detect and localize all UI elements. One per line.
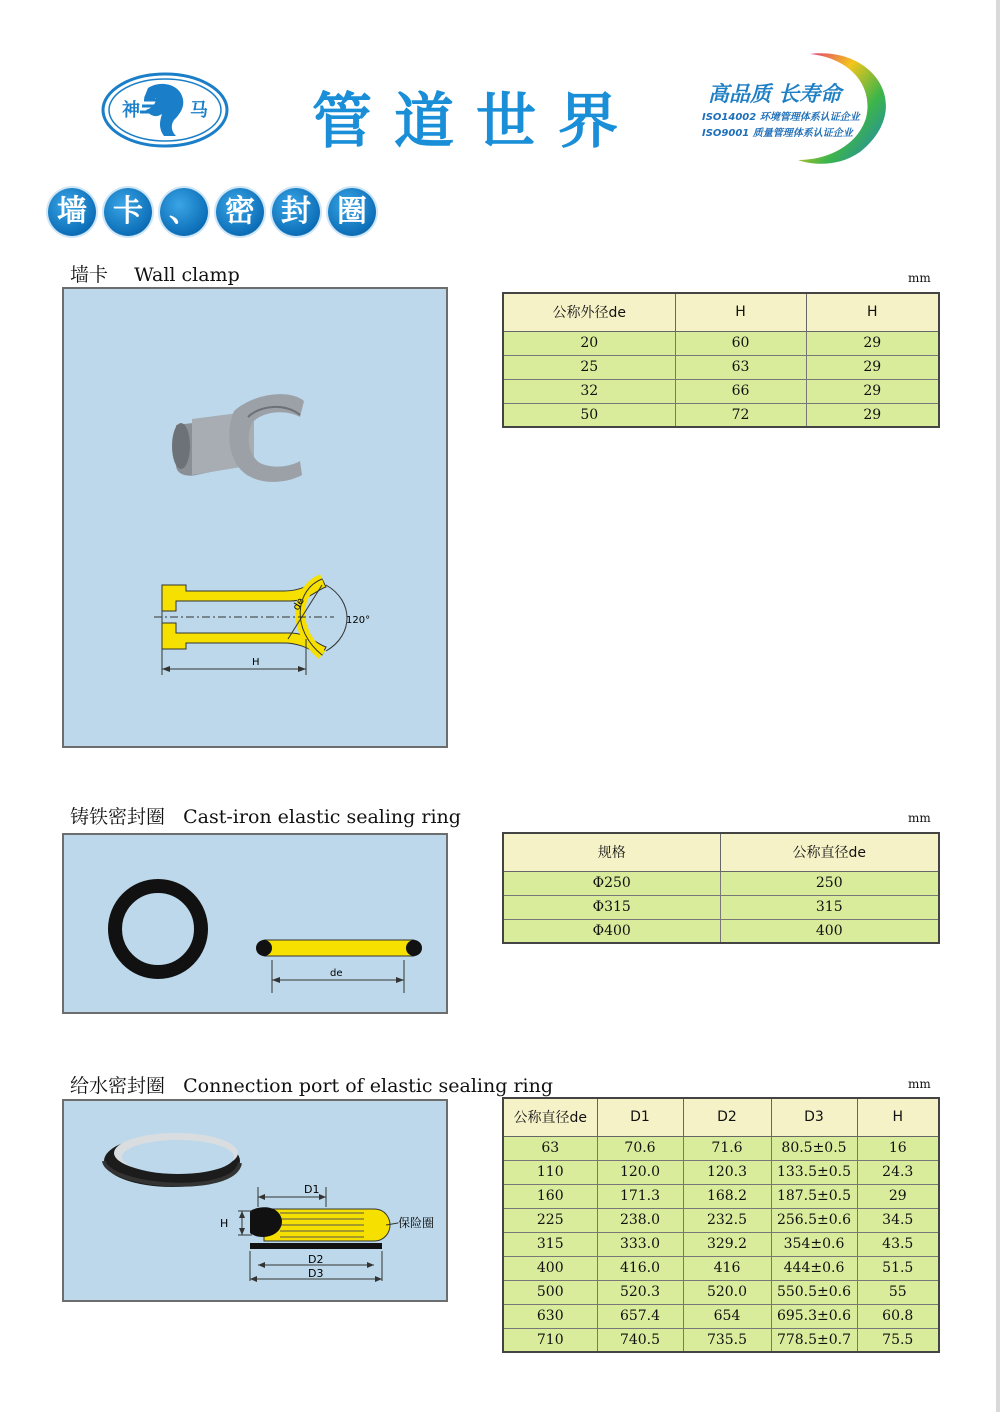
heading-char: 密 <box>216 188 264 236</box>
table-cell: 333.0 <box>597 1232 683 1256</box>
table-cell: 20 <box>503 331 675 355</box>
cast-iron-drawing <box>64 835 446 1012</box>
wall-clamp-panel <box>62 287 448 748</box>
table-cell: 735.5 <box>683 1328 771 1352</box>
table-cell: 315 <box>503 1232 597 1256</box>
table-header: 公称外径de <box>503 293 675 331</box>
table-cell: 70.6 <box>597 1136 683 1160</box>
table-cell: 171.3 <box>597 1184 683 1208</box>
table-row <box>503 1208 939 1232</box>
table-cell: 34.5 <box>857 1208 939 1232</box>
wall-clamp-title-cn: 墙卡 <box>70 264 109 286</box>
table-cell: 416.0 <box>597 1256 683 1280</box>
table-row <box>503 1256 939 1280</box>
h-label: H <box>220 1217 229 1230</box>
guard-label: 保险圈 <box>398 1216 435 1230</box>
logo-right-char: 马 <box>190 100 208 121</box>
table-cell: 630 <box>503 1304 597 1328</box>
table-cell: 400 <box>720 919 939 943</box>
table-cell: 315 <box>720 895 939 919</box>
table-cell: 32 <box>503 379 675 403</box>
wall-clamp-title-en: Wall clamp <box>134 264 240 286</box>
cert-iso14002: ISO14002 环境管理体系认证企业 <box>702 112 860 123</box>
table-cell: 232.5 <box>683 1208 771 1232</box>
wall-clamp-table <box>502 292 940 428</box>
water-seal-panel <box>62 1099 448 1302</box>
table-header: H <box>675 293 806 331</box>
table-cell: 72 <box>675 403 806 427</box>
table-cell: 29 <box>857 1184 939 1208</box>
cert-iso9001: ISO9001 质量管理体系认证企业 <box>702 128 853 139</box>
table-cell: 520.3 <box>597 1280 683 1304</box>
table-cell: 63 <box>503 1136 597 1160</box>
table-cell: Φ315 <box>503 895 720 919</box>
table-cell: 550.5±0.6 <box>771 1280 857 1304</box>
table-cell: 24.3 <box>857 1160 939 1184</box>
logo-left-char: 神 <box>122 100 140 121</box>
cast-iron-unit: mm <box>908 811 931 825</box>
table-cell: 60 <box>675 331 806 355</box>
table-cell: 225 <box>503 1208 597 1232</box>
table-cell: 75.5 <box>857 1328 939 1352</box>
cast-iron-title-en: Cast-iron elastic sealing ring <box>183 806 461 828</box>
table-cell: 60.8 <box>857 1304 939 1328</box>
cast-iron-title-cn: 铸铁密封圈 <box>70 806 166 828</box>
table-cell: 654 <box>683 1304 771 1328</box>
angle-label: 120° <box>346 615 371 626</box>
wall-clamp-drawing <box>64 289 446 746</box>
table-cell: 740.5 <box>597 1328 683 1352</box>
table-header: H <box>857 1098 939 1136</box>
table-cell: 710 <box>503 1328 597 1352</box>
table-row <box>503 1328 939 1352</box>
table-cell: 16 <box>857 1136 939 1160</box>
cast-iron-panel <box>62 833 448 1014</box>
heading-char: 封 <box>272 188 320 236</box>
horse-logo <box>100 70 230 150</box>
table-row <box>503 331 939 355</box>
table-cell: 400 <box>503 1256 597 1280</box>
table-row <box>503 403 939 427</box>
table-cell: 695.3±0.6 <box>771 1304 857 1328</box>
table-cell: Φ400 <box>503 919 720 943</box>
table-row <box>503 1280 939 1304</box>
table-row <box>503 355 939 379</box>
cast-iron-title <box>70 802 461 829</box>
table-cell: 250 <box>720 871 939 895</box>
wall-clamp-unit: mm <box>908 271 931 285</box>
table-cell: 520.0 <box>683 1280 771 1304</box>
slogan: 高品质 长寿命 <box>708 82 842 106</box>
table-cell: 43.5 <box>857 1232 939 1256</box>
page-title: 管道世界 <box>312 87 640 157</box>
water-seal-unit: mm <box>908 1077 931 1091</box>
heading-char: 、 <box>160 188 208 236</box>
d1-label: D1 <box>304 1183 320 1196</box>
table-cell: 416 <box>683 1256 771 1280</box>
table-cell: 71.6 <box>683 1136 771 1160</box>
table-cell: 63 <box>675 355 806 379</box>
water-seal-title-en: Connection port of elastic sealing ring <box>183 1075 554 1097</box>
table-row <box>503 1304 939 1328</box>
table-header: 公称直径de <box>503 1098 597 1136</box>
table-cell: 29 <box>806 331 939 355</box>
table-cell: 657.4 <box>597 1304 683 1328</box>
de-label: de <box>291 596 307 613</box>
table-cell: 55 <box>857 1280 939 1304</box>
table-header: D3 <box>771 1098 857 1136</box>
table-row <box>503 1184 939 1208</box>
h-label: H <box>252 657 260 668</box>
table-header: D2 <box>683 1098 771 1136</box>
table-cell: 110 <box>503 1160 597 1184</box>
d3-label: D3 <box>308 1267 324 1280</box>
table-row <box>503 379 939 403</box>
water-seal-title <box>70 1071 553 1098</box>
heading-char: 圈 <box>328 188 376 236</box>
table-row <box>503 919 939 943</box>
page-edge <box>996 0 1000 1412</box>
heading-char: 墙 <box>48 188 96 236</box>
heading-char: 卡 <box>104 188 152 236</box>
d2-label: D2 <box>308 1253 324 1266</box>
table-cell: 187.5±0.5 <box>771 1184 857 1208</box>
table-header: H <box>806 293 939 331</box>
cast-iron-table <box>502 832 940 944</box>
table-cell: 66 <box>675 379 806 403</box>
table-cell: 29 <box>806 379 939 403</box>
table-cell: 238.0 <box>597 1208 683 1232</box>
table-cell: 160 <box>503 1184 597 1208</box>
table-header: D1 <box>597 1098 683 1136</box>
water-seal-table <box>502 1097 940 1353</box>
table-cell: 50 <box>503 403 675 427</box>
table-cell: 29 <box>806 355 939 379</box>
table-cell: 500 <box>503 1280 597 1304</box>
table-cell: 120.0 <box>597 1160 683 1184</box>
table-cell: 168.2 <box>683 1184 771 1208</box>
table-cell: 25 <box>503 355 675 379</box>
table-row <box>503 1232 939 1256</box>
table-cell: 329.2 <box>683 1232 771 1256</box>
water-seal-title-cn: 给水密封圈 <box>70 1075 166 1097</box>
table-cell: 778.5±0.7 <box>771 1328 857 1352</box>
table-row <box>503 871 939 895</box>
table-cell: 354±0.6 <box>771 1232 857 1256</box>
table-row <box>503 895 939 919</box>
de-label: de <box>330 968 343 979</box>
table-cell: Φ250 <box>503 871 720 895</box>
water-seal-drawing <box>64 1101 446 1300</box>
table-header: 规格 <box>503 833 720 871</box>
table-cell: 133.5±0.5 <box>771 1160 857 1184</box>
table-cell: 444±0.6 <box>771 1256 857 1280</box>
table-cell: 51.5 <box>857 1256 939 1280</box>
table-cell: 256.5±0.6 <box>771 1208 857 1232</box>
table-cell: 120.3 <box>683 1160 771 1184</box>
table-cell: 80.5±0.5 <box>771 1136 857 1160</box>
table-row <box>503 1136 939 1160</box>
table-cell: 29 <box>806 403 939 427</box>
table-header: 公称直径de <box>720 833 939 871</box>
table-row <box>503 1160 939 1184</box>
wall-clamp-title <box>70 260 240 287</box>
